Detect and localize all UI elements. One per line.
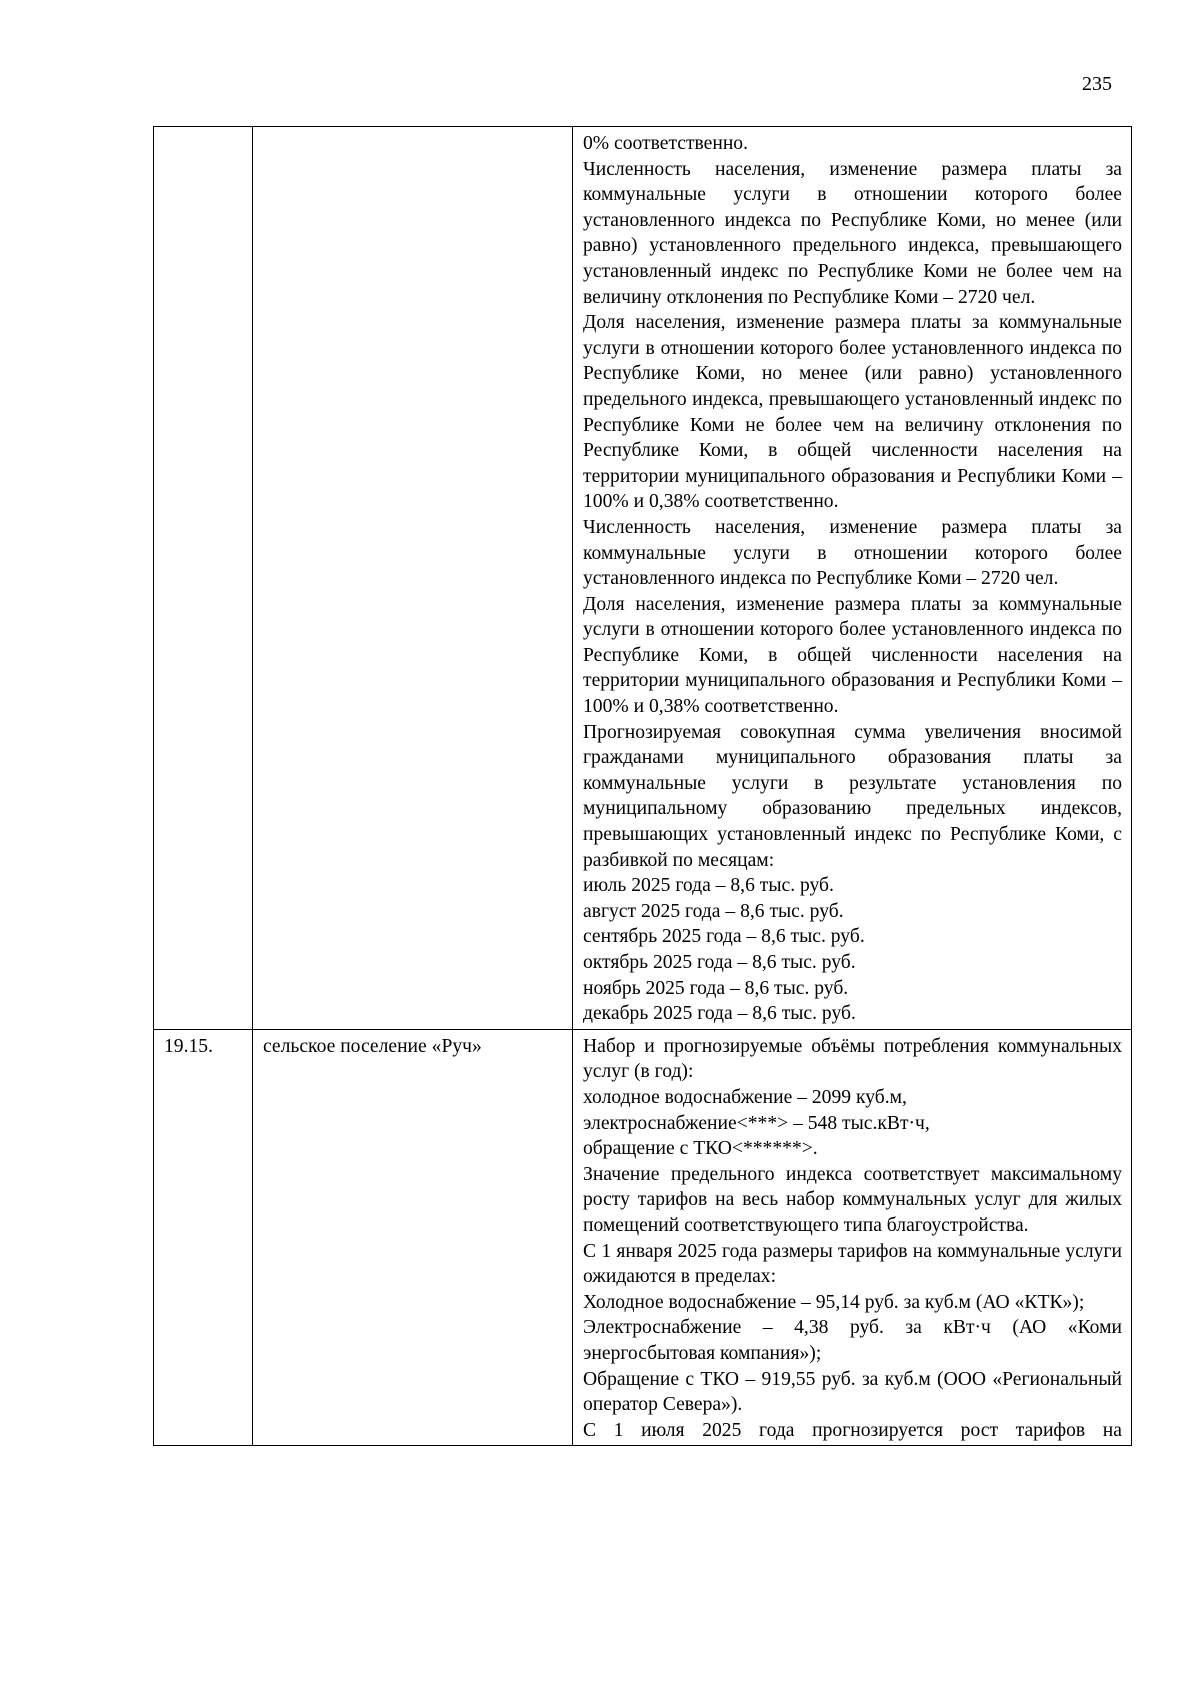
paragraph: Значение предельного индекса соответствует максимальному росту тарифов на весь набор коммунальных услуг для жилых помещений соответствующего типа благоустройства. bbox=[583, 1163, 1122, 1236]
list-item: обращение с ТКО<******>. bbox=[583, 1138, 818, 1160]
paragraph: Обращение с ТКО – 919,55 руб. за куб.м (ООО «Региональный оператор Севера»). bbox=[583, 1368, 1122, 1416]
municipality-name-cell bbox=[253, 127, 573, 1030]
paragraph: 0% соответственно. bbox=[583, 133, 749, 154]
document-table bbox=[153, 126, 1132, 1446]
paragraph: С 1 января 2025 года размеры тарифов на коммунальные услуги ожидаются в пределах: bbox=[583, 1240, 1122, 1288]
municipality-name-cell: сельское поселение «Руч» bbox=[253, 1029, 573, 1446]
list-item: декабрь 2025 года – 8,6 тыс. руб. bbox=[583, 1003, 856, 1025]
list-item: холодное водоснабжение – 2099 куб.м, bbox=[583, 1086, 907, 1108]
paragraph: Доля населения, изменение размера платы за коммунальные услуги в отношении которого более установленного индекса по Республике Коми, но менее (или равно) установленного предельного индекса, превышающего установленный индекс по Республике Коми не более чем на величину отклонения по Республике Коми, в общей численности населения на территории муниципального образования и Республики Коми – 100% и 0,38% соответственно. bbox=[583, 312, 1122, 513]
paragraph: Численность населения, изменение размера платы за коммунальные услуги в отношении которого более установленного индекса по Республике Коми – 2720 чел. bbox=[583, 516, 1122, 590]
row-number-cell bbox=[154, 127, 253, 1030]
paragraph: Численность населения, изменение размера платы за коммунальные услуги в отношении которого более установленного индекса по Республике Коми, но менее (или равно) установленного предельного индекса, превышающего установленный индекс по Республике Коми не более чем на величину отклонения по Республике Коми – 2720 чел. bbox=[583, 158, 1122, 308]
list-item: электроснабжение<***> – 548 тыс.кВт·ч, bbox=[583, 1112, 930, 1134]
description-cell bbox=[573, 1029, 1132, 1446]
list-item: июль 2025 года – 8,6 тыс. руб. bbox=[583, 875, 834, 897]
list-item: сентябрь 2025 года – 8,6 тыс. руб. bbox=[583, 926, 865, 948]
row-number-cell: 19.15. bbox=[154, 1029, 253, 1446]
paragraph: Прогнозируемая совокупная сумма увеличения вносимой гражданами муниципального образования платы за коммунальные услуги в результате установления по муниципальному образованию предельных индексов, превышающих установленный индекс по Республике Коми, с разбивкой по месяцам: bbox=[583, 721, 1122, 871]
paragraph: Электроснабжение – 4,38 руб. за кВт·ч (АО «Коми энергосбытовая компания»); bbox=[583, 1317, 1122, 1364]
paragraph: Холодное водоснабжение – 95,14 руб. за куб.м (АО «КТК»); bbox=[583, 1291, 1085, 1313]
page-number: 235 bbox=[1082, 73, 1112, 95]
description-cell bbox=[573, 127, 1132, 1030]
table-row bbox=[154, 1029, 1132, 1446]
list-item: август 2025 года – 8,6 тыс. руб. bbox=[583, 900, 844, 922]
paragraph: Набор и прогнозируемые объёмы потребления коммунальных услуг (в год): bbox=[583, 1035, 1122, 1083]
list-item: ноябрь 2025 года – 8,6 тыс. руб. bbox=[583, 977, 849, 999]
list-item: октябрь 2025 года – 8,6 тыс. руб. bbox=[583, 952, 856, 973]
paragraph: Доля населения, изменение размера платы за коммунальные услуги в отношении которого более установленного индекса по Республике Коми, в общей численности населения на территории муниципального образования и Республики Коми – 100% и 0,38% соответственно. bbox=[583, 593, 1122, 718]
paragraph: С 1 июля 2025 года прогнозируется рост тарифов на bbox=[583, 1419, 1122, 1441]
table-row bbox=[154, 127, 1132, 1030]
